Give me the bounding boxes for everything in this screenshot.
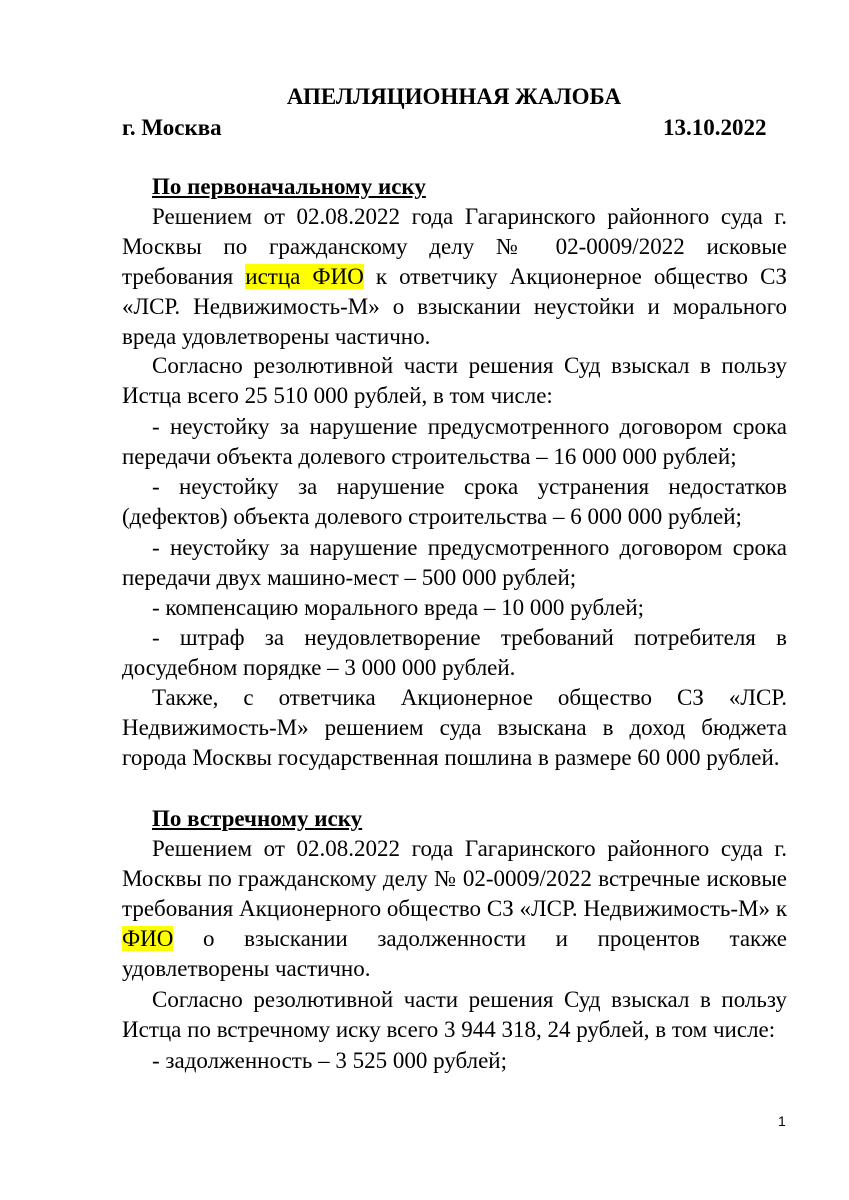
list-item: - неустойку за нарушение предусмотренного договором срока передачи объекта долевого строительства – 16 000 000 рублей; <box>122 414 787 469</box>
highlighted-text: ФИО <box>122 926 174 951</box>
page-number: 1 <box>778 1113 786 1129</box>
highlighted-text: истца ФИО <box>245 264 364 289</box>
paragraph: Согласно резолютивной части решения Суд взыскал в пользу Истца по встречному иску всего 3 944 318, 24 рублей, в том числе: <box>122 987 787 1042</box>
list-item: - штраф за неудовлетворение требований потребителя в досудебном порядке – 3 000 000 рублей. <box>122 625 787 680</box>
text: Решением от 02.08.2022 года Гагаринского районного суда г. Москвы по гражданскому делу № 02-0009/2022 встречные исковые требования Акционерного общество СЗ «ЛСР. Недвижимость-М» к <box>122 836 787 921</box>
paragraph <box>122 202 787 352</box>
paragraph <box>122 834 787 984</box>
list-item: - задолженность – 3 525 000 рублей; <box>152 1048 507 1073</box>
document-title: АПЕЛЛЯЦИОННАЯ ЖАЛОБА <box>286 84 622 109</box>
paragraph: Также, с ответчика Акционерное общество СЗ «ЛСР. Недвижимость-М» решением суда взыскана в доход бюджета города Москвы государственная пошлина в размере 60 000 рублей. <box>122 685 787 770</box>
list-item: - неустойку за нарушение срока устранения недостатков (дефектов) объекта долевого строительства – 6 000 000 рублей; <box>122 474 787 529</box>
list-item: - компенсацию морального вреда – 10 000 рублей; <box>152 595 645 620</box>
section-heading-counterclaim: По встречному иску <box>152 806 363 831</box>
document-date: 13.10.2022 <box>663 115 767 140</box>
paragraph: Согласно резолютивной части решения Суд взыскал в пользу Истца всего 25 510 000 рублей, в том числе: <box>122 353 787 408</box>
city: г. Москва <box>122 115 222 140</box>
text: к ответчику Акционерное общество СЗ «ЛСР. Недвижимость-М» о взыскании неустойки и морального вреда удовлетворены частично. <box>122 264 787 349</box>
list-item: - неустойку за нарушение предусмотренного договором срока передачи двух машино-мест – 500 000 рублей; <box>122 535 787 590</box>
text: о взыскании задолженности и процентов также удовлетворены частично. <box>122 926 787 981</box>
text: Решением от 02.08.2022 года Гагаринского районного суда г. Москвы по гражданскому делу № 02-0009/2022 исковые требования <box>122 204 787 289</box>
section-heading-original-claim: По первоначальному иску <box>152 174 426 199</box>
